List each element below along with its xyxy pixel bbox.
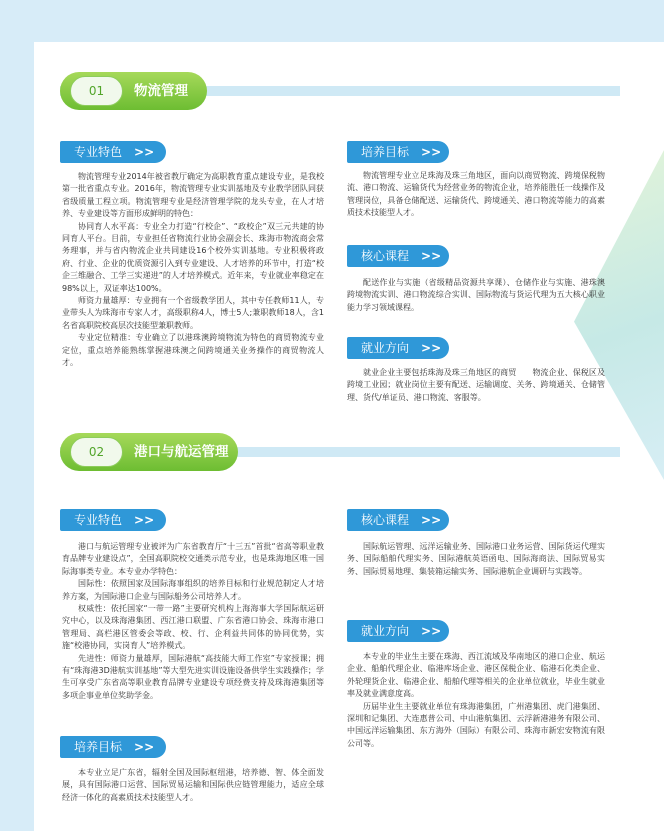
tag-features-1 [60,141,166,163]
tag-label: 就业方向 [361,341,410,355]
tag-label: 培养目标 [361,145,410,159]
section-number: 02 [70,437,123,467]
features-paragraph: 国际性：依照国家及国际海事组织的培养目标和行业规范制定人才培养方案，为国际港口企业与国际船务公司培养人才。 [62,579,324,601]
features-paragraph: 港口与航运管理专业被评为广东省教育厅“十三五”首批“省高等职业教育品牌专业建设点”，全国高职院校交通类示范专业，也是珠海地区唯一国际海事类专业。本专业办学特色： [62,542,324,576]
tag-label: 核心课程 [361,513,410,527]
tag-label: 核心课程 [361,249,410,263]
tag-courses-1 [347,245,449,267]
chevron-double-right-icon: >> [421,341,442,355]
section-header-pill [60,72,207,110]
tag-label: 专业特色 [74,145,123,159]
section-title: 港口与航运管理 [134,444,229,460]
section-header-logistics [60,72,620,112]
employment-paragraph: 就业企业主要包括珠海及珠三角地区的商贸 物流企业、保税区及跨境工业园；就业岗位主要有配送、运输调度、关务、跨境通关、仓储管理、货代/单证员、港口物流、客服等。 [347,368,605,402]
features-text-1 [62,171,324,370]
courses-paragraph: 国际航运管理、远洋运输业务、国际港口业务运营、国际货运代理实务、国际船舶代理实务、国际港航英语函电、国际海商法、国际贸易实务、国际贸易地理、集装箱运输实务、国际港航企业调研与实践等。 [347,542,605,576]
features-paragraph: 权威性：依托国家“一带一路”主要研究机构上海海事大学国际航运研究中心，以及珠海港集团、西江港口联盟、广东省港口协会、珠海市港口管理局、高栏港区管委会等政、校、行、企利益共同体的协同优势，实施“校港协同，实岗育人”培养模式。 [62,604,324,651]
features-paragraph: 专业定位精准：专业确立了以港珠澳跨境物流为特色的商贸物流专业定位，重点培养能熟练掌握港珠澳之间跨境通关业务操作的商贸物流人才。 [62,333,324,368]
goals-paragraph: 本专业立足广东省，辐射全国及国际枢纽港，培养德、智、体全面发展，具有国际港口运营、国际贸易运输和国际供应链管理能力，适应全球经济一体化的高素质技术技能型人才。 [62,768,324,802]
tag-goals-2 [60,736,166,758]
section-number: 01 [70,76,123,106]
chevron-double-right-icon: >> [421,249,442,263]
chevron-double-right-icon: >> [134,513,155,527]
chevron-double-right-icon: >> [421,513,442,527]
chevron-double-right-icon: >> [421,145,442,159]
left-frame-band [0,0,34,831]
employment-text-1 [347,367,605,404]
tag-label: 专业特色 [74,513,123,527]
goals-text-2 [62,767,324,804]
features-paragraph: 物流管理专业2014年被省教厅确定为高职教育重点建设专业，是我校第一批省重点专业。2016年，物流管理专业实训基地及专业教学团队同获省级质量工程立项。物流管理专业是经济管理学院的龙头专业，在人才培养、专业建设等方面形成鲜明的特色： [62,172,324,219]
chevron-double-right-icon: >> [421,624,442,638]
features-text-2 [62,541,324,702]
tag-employment-2 [347,620,449,642]
goals-text-1 [347,170,605,220]
employment-paragraph: 本专业的毕业生主要在珠海、西江流域及华南地区的港口企业、航运企业、船舶代理企业、临港库场企业、港区保税企业、临港石化类企业、外轮理货企业、临港企业、船舶代理等相关的企业单位就业，毕业生就业率及就业满意度高。 [347,652,605,699]
tag-goals-1 [347,141,449,163]
courses-text-2 [347,541,605,578]
tag-label: 培养目标 [74,740,123,754]
features-paragraph: 先进性：师资力量雄厚，国际港航“高技能大师工作室”专家授课；拥有“珠海港3D港航实训基地”等大型先进实训设施设备供学生实践操作；学生可享受广东省高等职业教育品牌专业建设专项经费支持及珠海港集团等多项企事业单位奖助学金。 [62,653,324,700]
top-frame-band [0,0,664,42]
section-header-pill [60,433,238,471]
goals-paragraph: 物流管理专业立足珠海及珠三角地区，面向以商贸物流、跨境保税物流、港口物流、运输货代为经营业务的物流企业，培养能胜任一线操作及管理岗位，具备仓储配送、运输货代、跨境通关、港口物流等能力的高素质技术技能型人才。 [347,171,605,218]
chevron-double-right-icon: >> [134,145,155,159]
section-title: 物流管理 [134,83,188,99]
chevron-double-right-icon: >> [134,740,155,754]
features-paragraph: 师资力量雄厚：专业拥有一个省级教学团人，其中专任教师11人，专业带头人为珠海市专家人才，高级职称4人，博士5人;兼职教师18人，含1名省高职院校高层次技能型兼职教师。 [62,296,324,330]
courses-text-1 [347,277,605,314]
tag-employment-1 [347,337,449,359]
tag-courses-2 [347,509,449,531]
tag-label: 就业方向 [361,624,410,638]
courses-paragraph: 配送作业与实施（省级精品资源共享课）、仓储作业与实施、港珠澳跨境物流实训、港口物流综合实训、国际物流与货运代理为五大核心职业能力学习领域课程。 [347,278,605,312]
tag-features-2 [60,509,166,531]
employment-paragraph: 历届毕业生主要就业单位有珠海港集团，广州港集团、虎门港集团、深圳和记集团、大连惠普公司、中山港航集团、云浮新港港务有限公司、中国远洋运输集团、东方海外（国际）有限公司、珠海市新宏安物流有限公司等。 [347,701,605,748]
employment-text-2 [347,651,605,750]
section-header-port-shipping [60,433,620,473]
features-paragraph: 协同育人水平高：专业全力打造“行校企”、“政校企”双三元共建的协同育人平台。目前，专业担任省物流行业协会副会长、珠海市物流商会常务理事，并与省内物流企业共同建设16个校外实训基地。专业积极将政府、行业、企业的优质资源引入到专业建设、人才培养的环节中，打造“校企三维融合、工学三实递进”的人才培养模式。近年来，专业就业率稳定在98%以上，双证率达100%。 [62,221,324,293]
